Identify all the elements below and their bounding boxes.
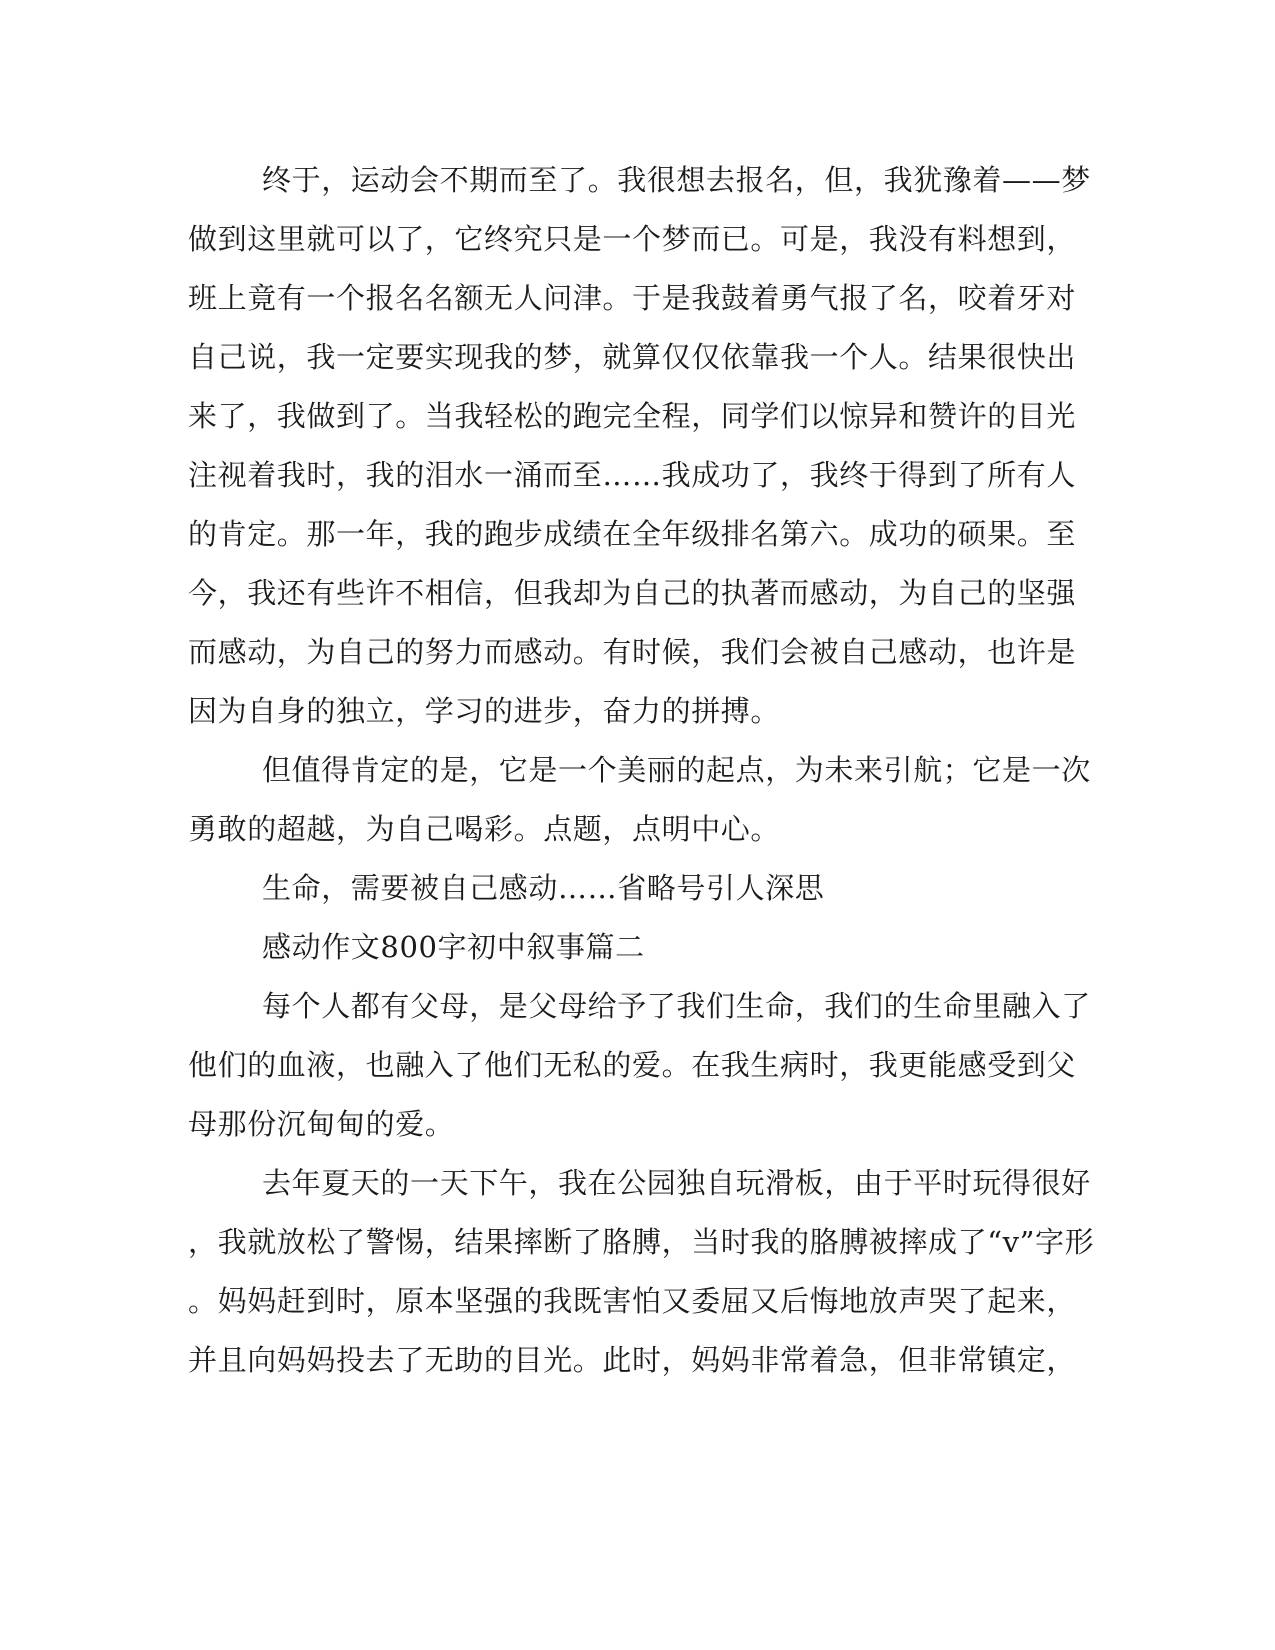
paragraph-line: 生命，需要被自己感动……省略号引人深思	[262, 871, 825, 905]
paragraph-line: 自己说，我一定要实现我的梦，就算仅仅依靠我一个人。结果很快出	[188, 340, 1077, 374]
paragraph-line: ，我就放松了警惕，结果摔断了胳膊，当时我的胳膊被摔成了“v”字形	[188, 1225, 1095, 1259]
paragraph-line: 而感动，为自己的努力而感动。有时候，我们会被自己感动，也许是	[188, 635, 1077, 669]
paragraph-line: 终于，运动会不期而至了。我很想去报名，但，我犹豫着——梦	[262, 163, 1091, 197]
paragraph-line: 班上竟有一个报名名额无人问津。于是我鼓着勇气报了名，咬着牙对	[188, 281, 1077, 315]
paragraph-line: 并且向妈妈投去了无助的目光。此时，妈妈非常着急，但非常镇定，	[188, 1343, 1077, 1377]
section-heading: 感动作文800字初中叙事篇二	[262, 930, 645, 964]
paragraph-line: 。妈妈赶到时，原本坚强的我既害怕又委屈又后悔地放声哭了起来，	[188, 1284, 1077, 1318]
paragraph-line: 因为自身的独立，学习的进步，奋力的拼搏。	[188, 694, 781, 728]
paragraph-line: 每个人都有父母，是父母给予了我们生命，我们的生命里融入了	[262, 989, 1091, 1023]
paragraph-line: 注视着我时，我的泪水一涌而至……我成功了，我终于得到了所有人	[188, 458, 1077, 492]
paragraph-line: 勇敢的超越，为自己喝彩。点题，点明中心。	[188, 812, 781, 846]
paragraph-line: 的肯定。那一年，我的跑步成绩在全年级排名第六。成功的硕果。至	[188, 517, 1077, 551]
paragraph-line: 去年夏天的一天下午，我在公园独自玩滑板，由于平时玩得很好	[262, 1166, 1091, 1200]
paragraph-line: 母那份沉甸甸的爱。	[188, 1107, 455, 1141]
paragraph-line: 他们的血液，也融入了他们无私的爱。在我生病时，我更能感受到父	[188, 1048, 1077, 1082]
paragraph-line: 但值得肯定的是，它是一个美丽的起点，为未来引航；它是一次	[262, 753, 1091, 787]
paragraph-line: 来了，我做到了。当我轻松的跑完全程，同学们以惊异和赞许的目光	[188, 399, 1077, 433]
paragraph-line: 今，我还有些许不相信，但我却为自己的执著而感动，为自己的坚强	[188, 576, 1077, 610]
paragraph-line: 做到这里就可以了，它终究只是一个梦而已。可是，我没有料想到，	[188, 222, 1077, 256]
